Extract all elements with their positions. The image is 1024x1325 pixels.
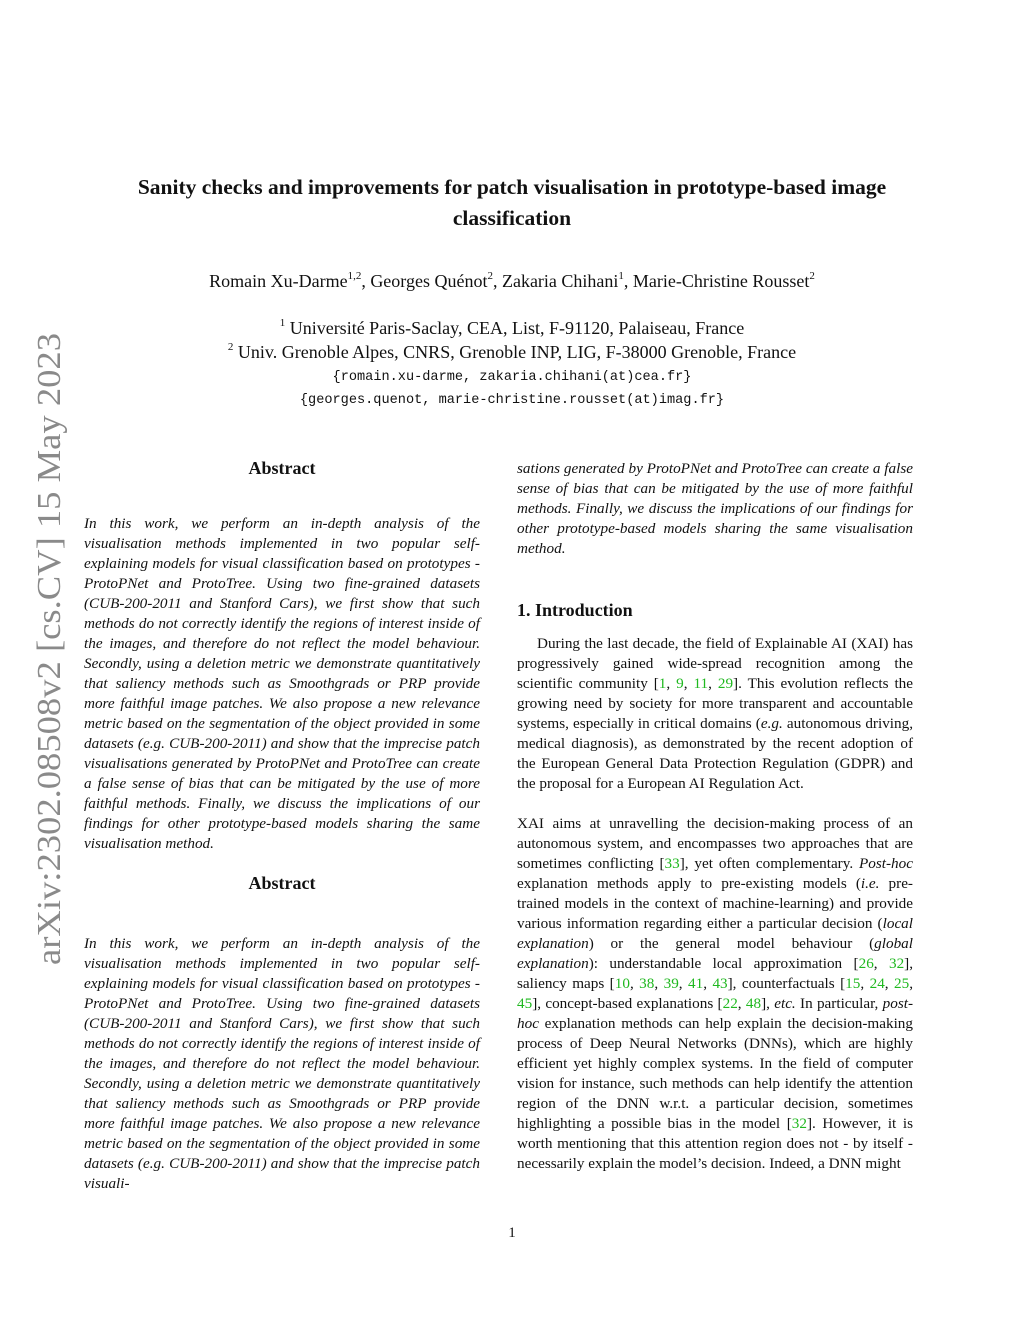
- author-affiliation-mark: 1,2: [347, 270, 362, 282]
- affiliation-text: Univ. Grenoble Alpes, CNRS, Grenoble INP, LIG, F-38000 Grenoble, France: [237, 342, 797, 362]
- citation-link[interactable]: 29: [717, 675, 734, 692]
- author-affiliation-mark: 2: [809, 270, 815, 282]
- citation-link[interactable]: 32: [888, 955, 905, 972]
- citation-link[interactable]: 38: [639, 975, 655, 992]
- author-name: Georges Quénot: [370, 271, 488, 291]
- intro-paragraph-2: XAI aims at unravelling the decision-making process of an autonomous system, and encompasses two approaches that are sometimes conflicting [33], yet often complementary. Post-hoc explanation methods apply to pre-existing models (i.e. pre-trained models in the context of machine-learning) and provide various information regarding either a particular decision (local explanation) or the general model behaviour (global explanation): understandable local approximation [26, 32], saliency maps [10, 38, 39, 41, 43], counterfactuals [15, 24, 25, 45], concept-based explanations [22, 48], etc. In particular, post-hoc explanation methods can help explain the decision-making process of Deep Neural Networks (DNNs), which are highly efficient yet highly complex systems. In the field of computer vision for instance, such methods can help identify the attention region of the DNN w.r.t. a particular decision, sometimes highlighting a possible bias in the model [32]. However, it is worth mentioning that this attention region does not - by itself - necessarily explain the model’s decision. Indeed, a DNN might: [517, 815, 914, 1172]
- page-number: 1: [508, 1225, 516, 1241]
- citation-link[interactable]: 32: [791, 1115, 807, 1132]
- citation-link[interactable]: 25: [894, 975, 910, 992]
- author-list: Romain Xu-Darme$^{1,2}$, Georges Quénot$^2$, Zakaria Chihani$^1$, Marie-Christine Rousset$^2$: [209, 270, 815, 291]
- citation-link[interactable]: 26: [858, 955, 874, 972]
- arxiv-identifier: arXiv:2302.08508v2 [cs.CV] 15 May 2023: [31, 377, 68, 965]
- citation-link[interactable]: 1: [658, 675, 667, 692]
- affiliation-2: [90, 341, 934, 364]
- intro-paragraph-1: During the last decade, the field of Explainable AI (XAI) has progressively gained wide-spread recognition among the scientific community [1, 9, 11, 29]. This evolution reflects the growing need by society for more transparent and accountable systems, especially in critical domains (e.g. autonomous driving, medical diagnosis), as demonstrated by the recent adoption of the European General Data Protection Regulation (GDPR) and the proposal for a European AI Regulation Act.: [517, 635, 914, 792]
- author-name: Zakaria Chihani: [501, 271, 619, 291]
- section-heading-introduction: 1. Introduction: [517, 600, 633, 620]
- author-name: Marie-Christine Rousset: [632, 271, 810, 291]
- email-line-2: {georges.quenot, marie-christine.rousset(at)imag.fr}: [299, 393, 725, 408]
- author-affiliation-mark: 2: [487, 270, 493, 282]
- arxiv-side-label: [8, 325, 88, 975]
- author-name: Romain Xu-Darme: [209, 271, 348, 291]
- abstract-continuation: sations generated by ProtoPNet and ProtoTree can create a false sense of bias that can be mitigated by the use of more faithful methods. Finally, we discuss the implications of our findings for other prototype-based models sharing the same visualisation method.: [517, 460, 913, 557]
- paper-title: Sanity checks and improvements for patch visualisation in prototype-based image classification: [137, 175, 887, 230]
- email-line-1: {romain.xu-darme, zakaria.chihani(at)cea.fr}: [332, 370, 692, 385]
- citation-link[interactable]: 41: [688, 975, 704, 992]
- abstract-body-duplicate: In this work, we perform an in-depth analysis of the visualisation methods implemented in two popular self-explaining models for visual classification based on prototypes - ProtoPNet and ProtoTree. Using two fine-grained datasets (CUB-200-2011 and Stanford Cars), we first show that such methods do not correctly identify the regions of interest inside of the images, and therefore do not reflect the model behaviour. Secondly, using a deletion metric we demonstrate quantitatively that saliency methods such as Smoothgrads or PRP provide more faithful image patches. We also propose a new relevance metric based on the segmentation of the object provided in some datasets (e.g. CUB-200-2011) and show that the imprecise patch visuali-: [84, 935, 480, 1192]
- citation-link[interactable]: 33: [664, 855, 680, 872]
- affiliation-text: Université Paris-Saclay, CEA, List, F-91120, Palaiseau, France: [289, 318, 745, 338]
- affiliation-1: [90, 317, 934, 340]
- affiliation-mark: 2: [227, 341, 234, 353]
- citation-link[interactable]: 10: [614, 975, 630, 992]
- citation-link[interactable]: 39: [663, 975, 679, 992]
- citation-link[interactable]: 48: [745, 995, 762, 1012]
- citation-link[interactable]: 11: [693, 675, 709, 692]
- citation-link[interactable]: 15: [845, 975, 861, 992]
- affiliation-mark: 1: [279, 317, 286, 329]
- citation-link[interactable]: 9: [676, 675, 684, 692]
- citation-link[interactable]: 22: [722, 995, 738, 1012]
- abstract-heading: Abstract: [248, 458, 316, 478]
- citation-link[interactable]: 24: [869, 975, 885, 992]
- author-affiliation-mark: 1: [618, 270, 624, 282]
- citation-link[interactable]: 43: [712, 975, 728, 992]
- citation-link[interactable]: 45: [517, 995, 533, 1012]
- abstract-body: In this work, we perform an in-depth analysis of the visualisation methods implemented in two popular self-explaining models for visual classification based on prototypes - ProtoPNet and ProtoTree. Using two fine-grained datasets (CUB-200-2011 and Stanford Cars), we first show that such methods do not correctly identify the regions of interest inside of the images, and therefore do not reflect the model behaviour. Secondly, using a deletion metric we demonstrate quantitatively that saliency methods such as Smoothgrads or PRP provide more faithful image patches. We also propose a new relevance metric based on the segmentation of the object provided in some datasets (e.g. CUB-200-2011) and show that the imprecise patch visualisations generated by ProtoPNet and ProtoTree can create a false sense of bias that can be mitigated by the use of more faithful methods. Finally, we discuss the implications of our findings for other prototype-based models sharing the same visualisation method.: [84, 515, 480, 852]
- abstract-heading-duplicate: Abstract: [248, 873, 316, 893]
